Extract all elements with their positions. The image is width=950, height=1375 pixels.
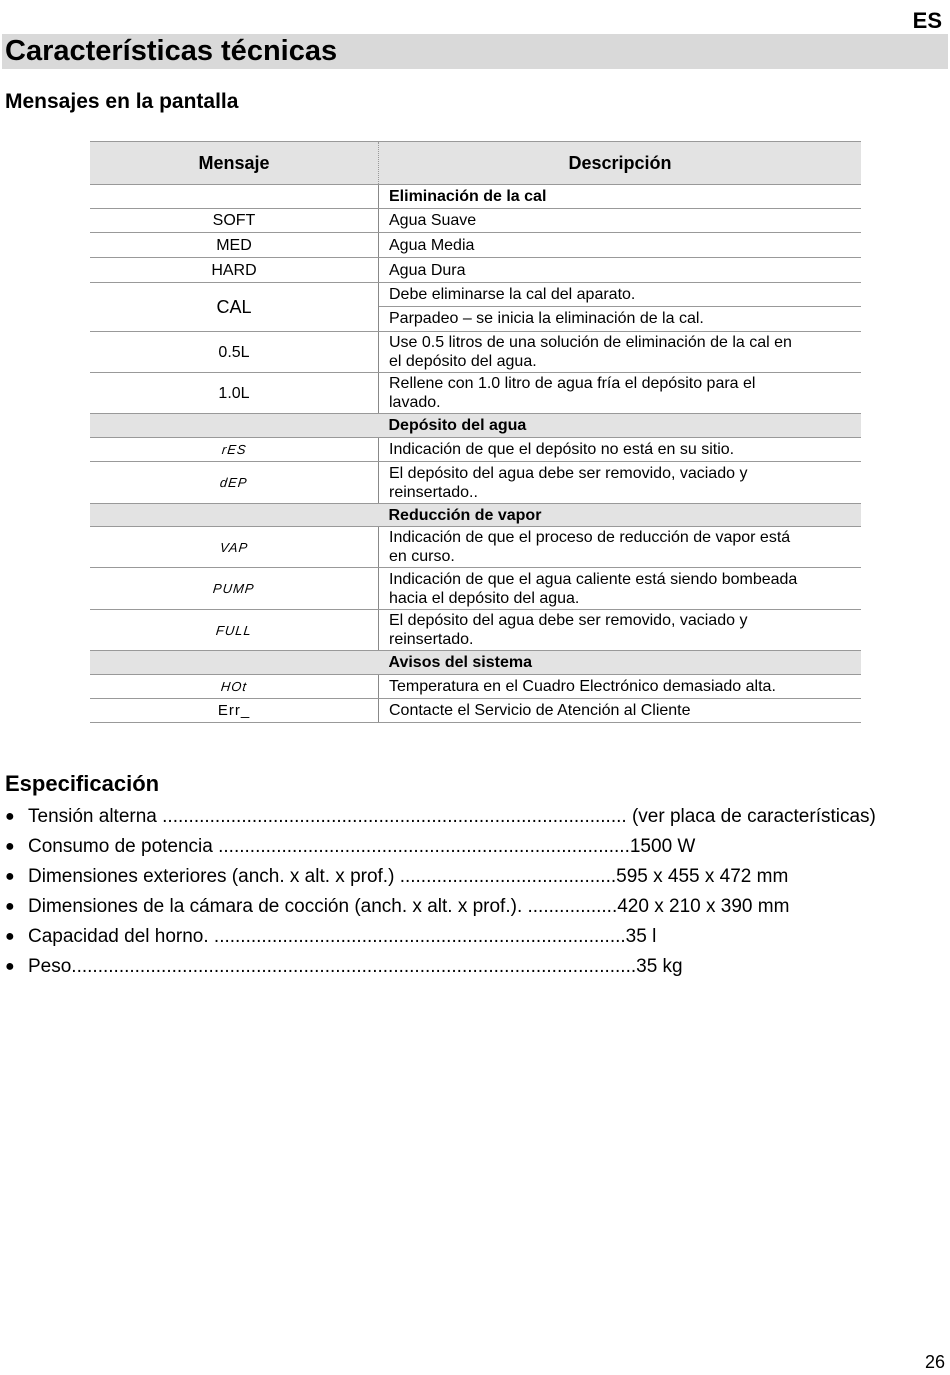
- message-code: FULL: [215, 622, 253, 638]
- message-code: PUMP: [212, 581, 256, 596]
- list-item: ● Tensión alterna ........................................................................................ (ver placa de características): [0, 803, 876, 833]
- table-row: [90, 699, 861, 723]
- message-description: Rellene con 1.0 litro de agua fría el depósito para el: [389, 375, 756, 392]
- section-row-water: [90, 414, 861, 438]
- bullet-icon: ●: [5, 928, 15, 945]
- message-description: en curso.: [389, 548, 455, 565]
- message-code: 0.5L: [90, 332, 379, 373]
- column-header-message: Mensaje: [90, 142, 379, 185]
- table-row: [90, 568, 861, 610]
- message-description: Temperatura en el Cuadro Electrónico demasiado alta.: [379, 675, 862, 699]
- bullet-icon: ●: [5, 868, 15, 885]
- section-row-vapor: [90, 504, 861, 527]
- table-row: [90, 675, 861, 699]
- message-description: reinsertado..: [389, 483, 478, 501]
- section-title: Depósito del agua: [379, 414, 862, 438]
- message-code: HOt: [220, 679, 248, 694]
- message-description: Indicación de que el depósito no está en su sitio.: [379, 438, 862, 462]
- table-row: [90, 438, 861, 462]
- message-description: Use 0.5 litros de una solución de eliminación de la cal en: [389, 334, 792, 351]
- list-item: ● Capacidad del horno. ..............................................................................35 l: [0, 923, 876, 953]
- message-description: Agua Suave: [379, 209, 862, 233]
- list-item: ● Dimensiones exteriores (anch. x alt. x prof.) .........................................595 x 455 x 472 mm: [0, 863, 876, 893]
- bullet-icon: ●: [5, 958, 15, 975]
- section-title: Reducción de vapor: [379, 504, 862, 527]
- message-code: rES: [220, 442, 248, 457]
- message-description: El depósito del agua debe ser removido, vaciado y: [389, 464, 748, 482]
- table-row: [90, 610, 861, 651]
- page-title: Características técnicas: [5, 35, 338, 67]
- message-code: dEP: [219, 475, 249, 490]
- message-description: lavado.: [389, 394, 441, 411]
- message-code: 1.0L: [90, 373, 379, 414]
- section-row-cal: [90, 185, 861, 209]
- section-title: Eliminación de la cal: [379, 185, 862, 209]
- page-number: 26: [924, 1352, 945, 1372]
- specification-list: [0, 803, 876, 983]
- column-header-description: Descripción: [379, 142, 862, 185]
- messages-table: [90, 141, 861, 723]
- table-row: [90, 283, 861, 332]
- bullet-icon: ●: [5, 838, 15, 855]
- message-code: SOFT: [90, 209, 379, 233]
- table-row: [90, 462, 861, 504]
- list-item: ● Dimensiones de la cámara de cocción (anch. x alt. x prof.). .................420 x 210 x 390 mm: [0, 893, 876, 923]
- message-description: hacia el depósito del agua.: [389, 589, 580, 607]
- message-description: Indicación de que el proceso de reducción de vapor está: [389, 529, 791, 546]
- message-description: El depósito del agua debe ser removido, vaciado y: [389, 612, 748, 629]
- message-description: Agua Dura: [379, 258, 862, 283]
- specification-heading: Especificación: [5, 771, 160, 796]
- table-row: [90, 258, 861, 283]
- message-code: HARD: [90, 258, 379, 283]
- message-code: CAL: [90, 283, 379, 332]
- table-header-row: [90, 142, 861, 185]
- messages-heading: Mensajes en la pantalla: [5, 90, 239, 113]
- table-row: [90, 527, 861, 568]
- message-code: MED: [90, 233, 379, 258]
- language-label: ES: [912, 8, 942, 33]
- message-description: reinsertado.: [389, 631, 474, 648]
- message-description: Debe eliminarse la cal del aparato.: [379, 283, 861, 307]
- table-row: [90, 373, 861, 414]
- message-description: Contacte el Servicio de Atención al Cliente: [379, 699, 862, 723]
- message-code: Err_: [217, 702, 251, 719]
- table-row: [90, 209, 861, 233]
- bullet-icon: ●: [5, 898, 15, 915]
- message-description: Indicación de que el agua caliente está siendo bombeada: [389, 570, 798, 588]
- message-code: VAP: [219, 539, 249, 555]
- list-item: ● Peso...........................................................................................................35 kg: [0, 953, 876, 983]
- table-row: [90, 332, 861, 373]
- message-description: Parpadeo – se inicia la eliminación de la cal.: [389, 310, 704, 327]
- list-item: ● Consumo de potencia ..............................................................................1500 W: [0, 833, 876, 863]
- section-row-system: [90, 651, 861, 675]
- bullet-icon: ●: [5, 808, 15, 825]
- section-title: Avisos del sistema: [379, 651, 862, 675]
- message-description: el depósito del agua.: [389, 353, 537, 370]
- table-row: [90, 233, 861, 258]
- message-description: Agua Media: [379, 233, 862, 258]
- page-title-bar: [2, 34, 948, 69]
